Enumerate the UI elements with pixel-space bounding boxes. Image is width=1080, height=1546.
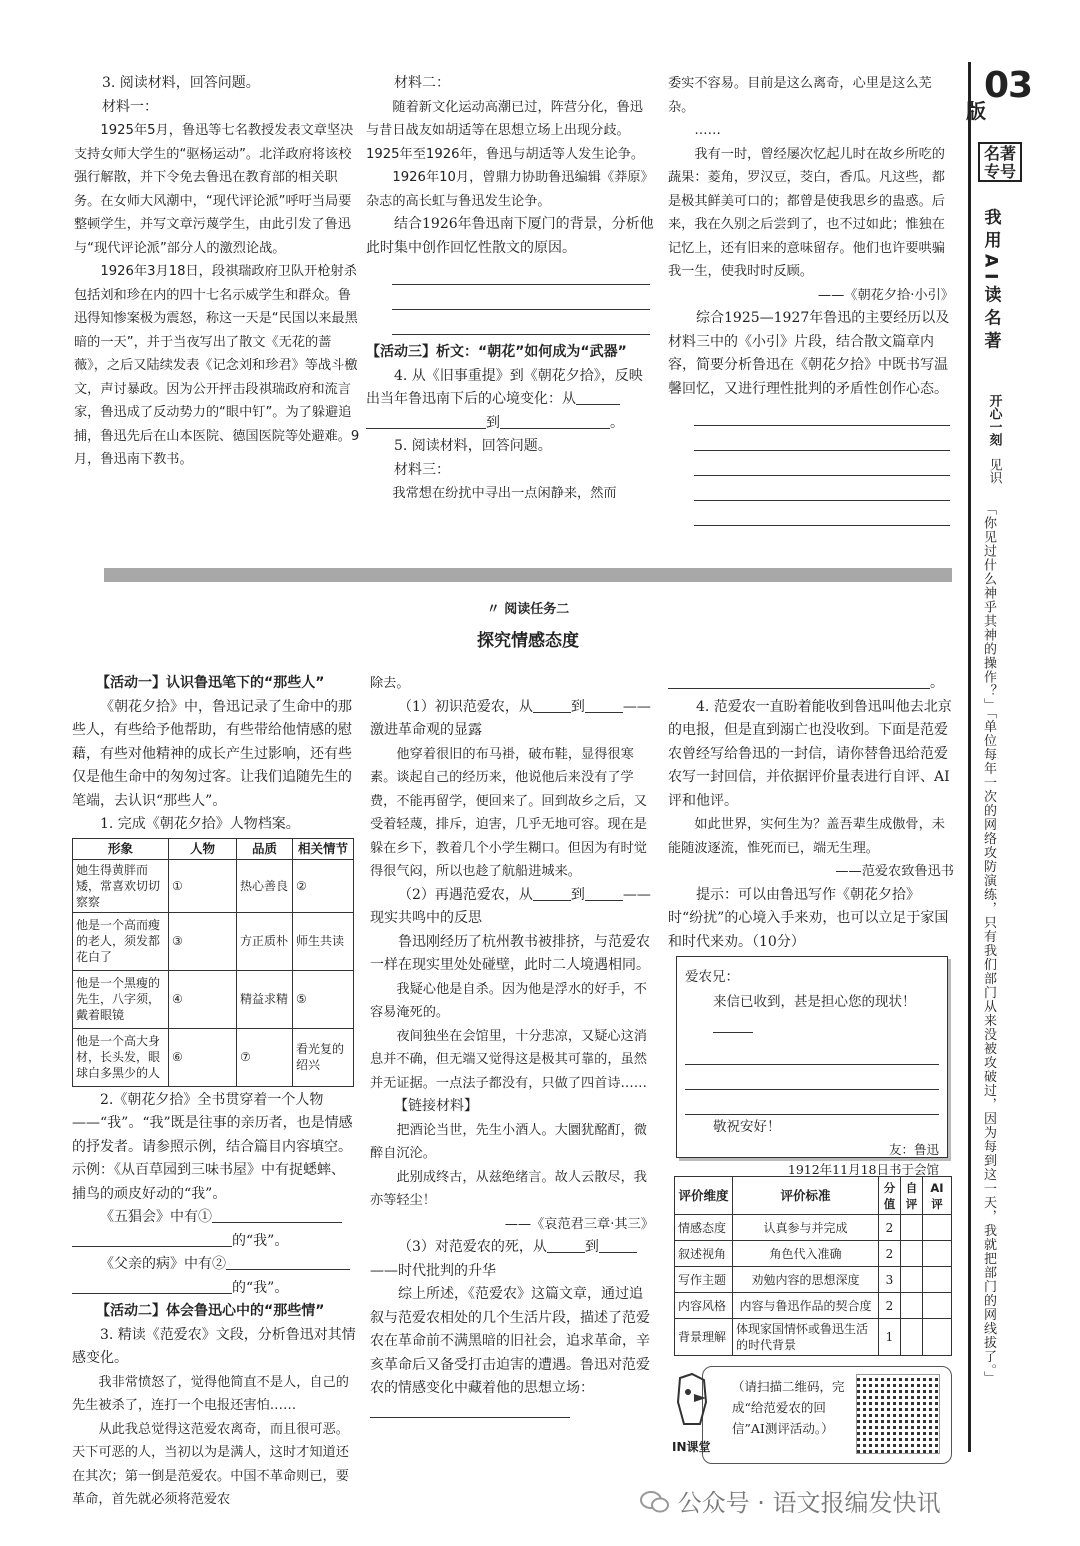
q1-title: 1. 完成《朝花夕拾》人物档案。 (100, 816, 300, 832)
table-cell[interactable]: ③ (169, 912, 237, 970)
q3-title: 3. 阅读材料，回答问题。 (102, 75, 260, 91)
rubric-self-cell[interactable] (901, 1215, 923, 1241)
activity-1-heading: 【活动一】认识鲁迅笔下的“那些人” (96, 675, 325, 691)
table-header: 品质 (237, 838, 293, 859)
material-1-p1: 1925年5月，鲁迅等七名教授发表文章坚决支持女师大学生的“驱杨运动”。北洋政府将该校强行解散，并下令免去鲁迅在教育部的相关职务。在女师大风潮中，“现代评论派”呼吁当局要整顿学生，并写文章污蔑学生，由此引发了鲁迅与“现代评论派”部分人的激烈论战。 (74, 123, 354, 256)
in-class-label: IN课堂 (672, 1440, 711, 1454)
table-cell[interactable]: ① (169, 859, 237, 912)
task-2-label: 〃 阅读任务二 (486, 602, 570, 617)
excerpt-5: 夜间独坐在会馆里，十分悲凉，又疑心这消息并不确，但无端又觉得这是极其可靠的，虽然并无证据。一点法子都没有，只做了四首诗…… (370, 1028, 647, 1091)
table-cell[interactable]: ⑦ (237, 1028, 293, 1086)
column-title: 我用AI读名著 (980, 208, 1001, 355)
q3-bottom: 3. 精读《范爱农》文段，分析鲁迅对其情感变化。 (72, 1326, 356, 1366)
top-col-3 (668, 72, 954, 526)
rubric-header: 自评 (901, 1177, 923, 1215)
answer-line[interactable] (392, 285, 650, 310)
excerpt-4: 我疑心他是自杀。因为他是浮水的好手，不容易淹死的。 (370, 981, 647, 1020)
page-number: 03 (984, 65, 1033, 106)
poem-2: 此别成终古，从兹绝绪言。故人云散尽，我亦等轻尘！ (370, 1169, 647, 1208)
top-col-2 (366, 72, 654, 506)
letter-writing-line[interactable] (685, 1090, 939, 1115)
bottom-col-3 (668, 672, 954, 954)
activity-1-intro: 《朝花夕拾》中，鲁迅记录了生命中的那些人，有些给予他帮助，有些带给他情感的慰藉，有些对他精神的成长产生过影响，还有些仅是他生命中的匆匆过客。让我们追随先生的笔端，去认识“那些人”。 (72, 698, 352, 809)
page-edge (964, 62, 1033, 1452)
summary-cont: 。 (668, 672, 954, 696)
summary-blank-2[interactable] (668, 673, 930, 689)
rubric-cell: 背景理解 (675, 1319, 733, 1356)
rubric-header: 评价维度 (675, 1177, 733, 1215)
stage-2: （2）再遇范爱农，从 到 ——现实共鸣中的反思 (370, 886, 651, 926)
q4-blank-2[interactable] (500, 413, 610, 429)
answer-line[interactable] (392, 310, 650, 335)
material-2-p2: 1926年10月，曾鼎力协助鲁迅编辑《莽原》杂志的高长虹与鲁迅发生论争。 (366, 170, 654, 209)
fan-quote-source: ——范爱农致鲁迅书 (835, 864, 954, 879)
q2-blank-2[interactable] (226, 1254, 350, 1270)
material-3-label: 材料三： (394, 461, 450, 478)
rubric-cell: 3 (879, 1267, 901, 1293)
table-cell: 他是一个高大身材，长头发，眼球白多黑少的人 (73, 1028, 169, 1086)
bottom-col-2 (370, 672, 654, 1424)
stage-2-text: 鲁迅刚经历了杭州教书被排挤，与范爱农一样在现实里处处碰壁，此时二人境遇相同。 (370, 933, 650, 973)
stage-3-blank-2[interactable] (599, 1237, 637, 1253)
rubric-cell: 2 (879, 1215, 901, 1241)
q4-bottom: 4. 范爱农一直盼着能收到鲁迅叫他去北京的电报，但是直到溺亡也没收到。下面是范爱农曾经写给鲁迅的一封信，请你替鲁迅给范爱农写一封回信，并依据评价量表进行自评、AI评和他评。 (668, 698, 952, 809)
q5-prompt: 综合1925—1927年鲁迅的主要经历以及材料三中的《小引》片段，结合散文篇章内容，简要分析鲁迅在《朝花夕拾》中既书写温馨回忆，又进行理性批判的矛盾性创作心态。 (668, 310, 950, 397)
q2-text: 2.《朝花夕拾》全书贯穿着一个人物——“我”。“我”既是往事的亲历者，也是情感的抒发者。请参照示例，结合篇目内容填空。示例：《从百草园到三味书屋》中有捉蟋蟀、捕鸟的顽皮好动的“我”。 (72, 1091, 353, 1202)
q3-prompt: 结合1926年鲁迅南下厦门的背景，分析他此时集中创作回忆性散文的原因。 (366, 216, 654, 256)
material-1-label: 材料一： (102, 98, 158, 115)
answer-line[interactable] (694, 451, 950, 476)
rubric-header: 分值 (879, 1177, 901, 1215)
table-header: 相关情节 (293, 838, 354, 859)
character-table (72, 838, 354, 1087)
letter-blank[interactable] (713, 1017, 753, 1033)
q2-blank-2b[interactable] (72, 1278, 232, 1294)
material-1-p2: 1926年3月18日，段祺瑞政府卫队开枪射杀包括刘和珍在内的四十七名示威学生和群众。鲁迅得知惨案极为震怒，称这一天是“民国以来最黑暗的一天”，并于当夜写出了散文《无花的蔷薇》，之后又陆续发表《记念刘和珍君》等战斗檄文，声讨暴政。因为公开抨击段祺瑞政府和流言家，鲁迅成了反动势力的“眼中钉”。为了躲避追捕，鲁迅先后在山本医院、德国医院等处避难。9月，鲁迅南下教书。 (74, 264, 360, 467)
table-row (73, 859, 354, 912)
side-joke: 「你见过什么神乎其神的操作？」「单位每年一次的网络攻防演练，只有我们部门从来没被攻破过，因为每到这一天，我就把部门的网线拔了。」 (981, 502, 996, 1385)
material-3-source: ——《朝花夕拾·小引》 (817, 287, 954, 303)
rubric-row (675, 1241, 952, 1267)
rubric-row (675, 1215, 952, 1241)
section-label-2: 见识 (986, 458, 1002, 484)
stage-1: （1）初识范爱农，从 到 ——激进革命观的显露 (370, 698, 651, 738)
rubric-header: 评价标准 (733, 1177, 879, 1215)
section-label: 开心一刻 (986, 394, 1002, 446)
letter-closing: 敬祝安好！ (713, 1119, 781, 1135)
wechat-icon (640, 1490, 670, 1514)
letter-date: 1912年11月18日书于会馆 (787, 1162, 939, 1177)
hint-text: 提示：可以由鲁迅写作《朝花夕拾》时“纷扰”的心境入手来劝，也可以立足于家国和时代来劝。（10分） (668, 886, 949, 950)
table-row (73, 1028, 354, 1086)
qr-instruction: （请扫描二维码，完成“给范爱农的回信”AI测评活动。） (732, 1379, 845, 1436)
rubric-cell: 2 (879, 1293, 901, 1319)
special-issue-badge: 名著专号 (978, 142, 1022, 182)
material-3-cont: 委实不容易。目前是这么离奇，心里是这么芜杂。 (668, 76, 932, 115)
table-cell: 师生共读 (293, 912, 354, 970)
excerpt-2: 从此我总觉得这范爱农离奇，而且很可恶。天下可恶的人，当初以为是满人，这时才知道还在其次；第一倒是范爱农。中国不革命则已，要革命，首先就必须将范爱农 (72, 1421, 349, 1507)
qr-code[interactable] (856, 1374, 940, 1454)
rubric-self-cell[interactable] (901, 1241, 923, 1267)
letter-salutation: 爱农兄： (685, 969, 739, 985)
rubric-cell: 1 (879, 1319, 901, 1356)
q2-blank-1b[interactable] (72, 1231, 232, 1247)
fan-quote: 如此世界，实何生为？盖吾辈生成傲骨，未能随波逐流，惟死而已，端无生理。 (668, 817, 945, 856)
table-cell[interactable]: ⑤ (293, 970, 354, 1028)
top-col-1 (74, 72, 364, 472)
table-cell: 热心善良 (237, 859, 293, 912)
letter-writing-line[interactable] (685, 1040, 939, 1065)
poem-1: 把酒论当世，先生小酒人。大圜犹酩酊，微醉自沉沦。 (370, 1122, 647, 1161)
footer-watermark: 公众号 · 语文报编发快讯 (640, 1490, 941, 1516)
summary-blank[interactable] (370, 1402, 570, 1418)
poem-source: ——《哀范君三章·其三》 (504, 1216, 654, 1232)
q4-text: 4. 从《旧事重提》到《朝花夕拾》，反映出当年鲁迅南下后的心境变化：从 到 。 (366, 367, 643, 431)
table-row (73, 912, 354, 970)
rubric-cell: 认真参与并完成 (733, 1215, 879, 1241)
table-cell: 方正质朴 (237, 912, 293, 970)
activity-3-heading: 【活动三】析文：“朝花”如何成为“武器” (366, 344, 627, 360)
rubric-cell: 内容风格 (675, 1293, 733, 1319)
rubric-self-cell[interactable] (901, 1293, 923, 1319)
q2-line-2: 《父亲的病》中有② (72, 1253, 356, 1277)
rubric-cell: 劝勉内容的思想深度 (733, 1267, 879, 1293)
table-cell: 精益求精 (237, 970, 293, 1028)
stage-2-blank-1[interactable] (533, 885, 571, 901)
answer-line[interactable] (694, 426, 950, 451)
rubric-ai-cell[interactable] (923, 1319, 952, 1356)
edge-rule (968, 62, 971, 1452)
rubric-row (675, 1293, 952, 1319)
rubric-cell: 角色代入准确 (733, 1241, 879, 1267)
rubric-row (675, 1267, 952, 1293)
q4-blank-1[interactable] (576, 389, 620, 405)
rubric-table (674, 1176, 952, 1356)
q5-title: 5. 阅读材料，回答问题。 (394, 438, 552, 454)
material-2-label: 材料二： (394, 75, 450, 91)
letter-writing-line[interactable] (685, 1065, 939, 1090)
q2-line-1b: 的“我”。 (72, 1230, 356, 1254)
table-cell: 他是一个高而瘦的老人，须发都花白了 (73, 912, 169, 970)
letter-line-1: 来信已收到，甚是担心您的现状！ (685, 990, 939, 1040)
table-cell[interactable]: ⑥ (169, 1028, 237, 1086)
rubric-cell: 体现家国情怀或鲁迅生活的时代背景 (733, 1319, 879, 1356)
table-header: 形象 (73, 838, 169, 859)
rubric-ai-cell[interactable] (923, 1293, 952, 1319)
excerpt-1: 我非常愤怒了，觉得他简直不是人，自己的先生被杀了，连打一个电报还害怕…… (72, 1374, 349, 1413)
letter-box (676, 956, 948, 1177)
activity-2-heading: 【活动二】体会鲁迅心中的“那些情” (96, 1303, 325, 1319)
q4-blank-1b[interactable] (366, 413, 486, 429)
rubric-self-cell[interactable] (901, 1319, 923, 1356)
page-ban: 版 (966, 99, 986, 123)
q2-line-2b: 的“我”。 (72, 1277, 356, 1301)
material-3-p1: 我常想在纷扰中寻出一点闲静来，然而 (392, 486, 617, 501)
answer-line[interactable] (694, 476, 950, 501)
stage-3-blank-1[interactable] (547, 1237, 585, 1253)
rubric-ai-cell[interactable] (923, 1215, 952, 1241)
letter-sign: 友：鲁迅 (888, 1142, 939, 1157)
ellipsis: …… (694, 123, 721, 138)
rubric-self-cell[interactable] (901, 1267, 923, 1293)
excerpt-2-cont: 除去。 (370, 676, 410, 691)
material-3-p2: 我有一时，曾经屡次忆起儿时在故乡所吃的蔬果：菱角，罗汉豆，茭白，香瓜。凡这些，都是极其鲜美可口的；都曾是使我思乡的蛊惑。后来，我在久别之后尝到了，也不过如此；惟独在记忆上，还有旧来的意味留存。他们也许要哄骗我一生，使我时时反顾。 (668, 146, 945, 279)
stage-2-blank-2[interactable] (585, 885, 623, 901)
material-2-p1: 随着新文化运动高潮已过，阵营分化，鲁迅与昔日战友如胡适等在思想立场上出现分歧。1925年至1926年，鲁迅与胡适等人发生论争。 (366, 99, 645, 162)
rubric-ai-cell[interactable] (923, 1241, 952, 1267)
answer-line[interactable] (694, 501, 950, 526)
table-cell: 她生得黄胖而矮，常喜欢切切察察 (73, 859, 169, 912)
section-band (104, 568, 952, 582)
answer-line[interactable] (694, 401, 950, 426)
link-material-label: 【链接材料】 (394, 1098, 478, 1114)
table-cell: 他是一个黑瘦的先生，八字须，戴着眼镜 (73, 970, 169, 1028)
stage-1-blank-1[interactable] (533, 697, 571, 713)
task-2-title: 探究情感态度 (477, 631, 579, 651)
answer-line[interactable] (392, 260, 650, 285)
rubric-cell: 2 (879, 1241, 901, 1267)
rubric-ai-cell[interactable] (923, 1267, 952, 1293)
rubric-cell: 写作主题 (675, 1267, 733, 1293)
stage-3: （3）对范爱农的死，从 到——时代批判的升华 (370, 1236, 654, 1283)
bottom-col-1 (72, 672, 356, 1512)
rubric-cell: 情感态度 (675, 1215, 733, 1241)
table-cell: 看光复的绍兴 (293, 1028, 354, 1086)
summary-text: 综上所述，《范爱农》这篇文章，通过追叙与范爱农相处的几个生活片段，描述了范爱农在革命前不满黑暗的旧社会，追求革命，辛亥革命后又备受打击迫害的遭遇。鲁迅对范爱农的情感变化中藏着他的思想立场： (370, 1283, 654, 1424)
excerpt-3: 他穿着很旧的布马褂，破布鞋，显得很寒素。谈起自己的经历来，他说他后来没有了学费，不能再留学，便回来了。回到故乡之后，又受着轻蔑，排斥，迫害，几乎无地可容。现在是躲在乡下，教着几个小学生糊口。但因为有时觉得很气闷，所以也趁了航船进城来。 (370, 746, 647, 879)
rubric-header: AI评 (923, 1177, 952, 1215)
rubric-cell: 内容与鲁迅作品的契合度 (733, 1293, 879, 1319)
table-row (73, 970, 354, 1028)
mascot-icon (672, 1372, 712, 1436)
rubric-cell: 叙述视角 (675, 1241, 733, 1267)
table-cell[interactable]: ② (293, 859, 354, 912)
table-cell[interactable]: ④ (169, 970, 237, 1028)
rubric-row (675, 1319, 952, 1356)
table-header: 人物 (169, 838, 237, 859)
stage-1-blank-2[interactable] (585, 697, 623, 713)
q2-blank-1[interactable] (212, 1207, 342, 1223)
q2-line-1: 《五猖会》中有① (72, 1206, 356, 1230)
